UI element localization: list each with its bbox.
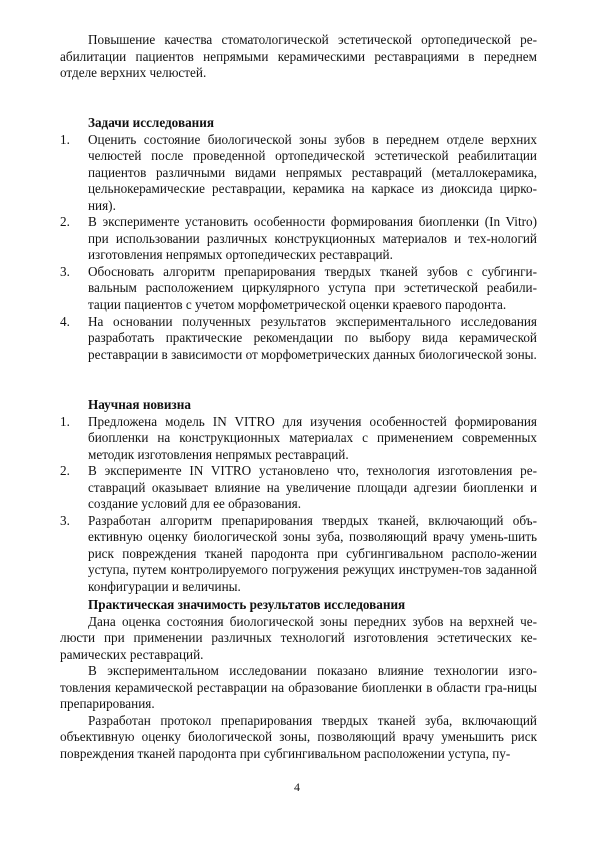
practical-heading: Практическая значимость результатов исследования	[88, 597, 406, 612]
list-number: 1.	[60, 413, 70, 429]
list-item	[60, 314, 537, 364]
list-item	[60, 513, 537, 596]
objectives-list	[60, 132, 537, 364]
list-number: 2.	[60, 214, 70, 230]
novelty-section	[60, 397, 537, 596]
novelty-heading: Научная новизна	[88, 397, 191, 412]
intro-paragraph: Повышение качества стоматологической эстетической ортопедической ре-абилитации пациентов непрямыми керамическими реставрациями в переднем отделе верхних челюстей.	[60, 32, 537, 81]
list-text: В эксперименте установить особенности формирования биопленки (In Vitro) при использовании различных конструкционных материалов и тех-нологий изготовления непрямых ортопедических реставраций.	[88, 214, 537, 263]
list-item	[60, 463, 537, 513]
list-number: 2.	[60, 463, 70, 479]
practical-section	[60, 597, 537, 762]
list-item	[60, 264, 537, 314]
list-item	[60, 414, 537, 464]
list-number: 1.	[60, 131, 70, 147]
list-number: 4.	[60, 313, 70, 329]
list-text: Обосновать алгоритм препарирования твердых тканей зубов с субгинги-вальным расположением циркулярного уступа при эстетической реабили-тации пациентов с учетом морфометрической оценки краевого пародонта.	[88, 263, 537, 313]
novelty-list	[60, 414, 537, 596]
list-number: 3.	[60, 512, 70, 528]
objectives-heading: Задачи исследования	[88, 115, 214, 130]
page-number: 4	[294, 780, 300, 794]
list-text: На основании полученных результатов экспериментального исследования разработать практические рекомендации по выбору вида керамической реставрации в зависимости от морфометрических данных биологической зоны.	[88, 313, 537, 362]
list-item	[60, 132, 537, 215]
list-text: Оценить состояние биологической зоны зубов в переднем отделе верхних челюстей после проведенной ортопедической эстетической реабилитации пациентов различными видами непрямых реставраций (металлокерамика, цельнокерамические реставрации, керамика на каркасе из диоксида цирко-ния).	[88, 131, 537, 213]
intro-block	[60, 32, 537, 82]
list-item	[60, 214, 537, 264]
list-number: 3.	[60, 263, 70, 279]
practical-paragraph: В экспериментальном исследовании показано влияние технологии изго-товления керамической реставрации на образование биопленки в области гра-ницы препарирования.	[60, 663, 537, 712]
list-text: В эксперименте IN VITRO установлено что, технология изготовления ре-ставраций оказывает влияние на увеличение площади адгезии биопленки и создание условий для ее образования.	[88, 463, 537, 512]
practical-paragraph: Разработан протокол препарирования твердых тканей зуба, включающий объективную оценку биологической зоны, позволяющий врачу уменьшить риск повреждения тканей пародонта при субгингивальном расположении уступа, пу-	[60, 712, 537, 761]
list-text: Предложена модель IN VITRO для изучения особенностей формирования биопленки на конструкционных материалах с применением современных методик изготовления непрямых реставраций.	[88, 413, 537, 462]
objectives-section	[60, 115, 537, 363]
practical-paragraph: Дана оценка состояния биологической зоны передних зубов на верхней че-люсти при применении различных технологий изготовления эстетических ке-рамических реставраций.	[60, 613, 537, 662]
list-text: Разработан алгоритм препарирования твердых тканей, включающий объ-ективную оценку биологической зоны зуба, позволяющий врачу умень-шить риск повреждения тканей пародонта при субгингивальном располо-жении уступа, путем контролируемого погружения режущих инструмен-тов заданной конфигурации и величины.	[88, 512, 537, 595]
